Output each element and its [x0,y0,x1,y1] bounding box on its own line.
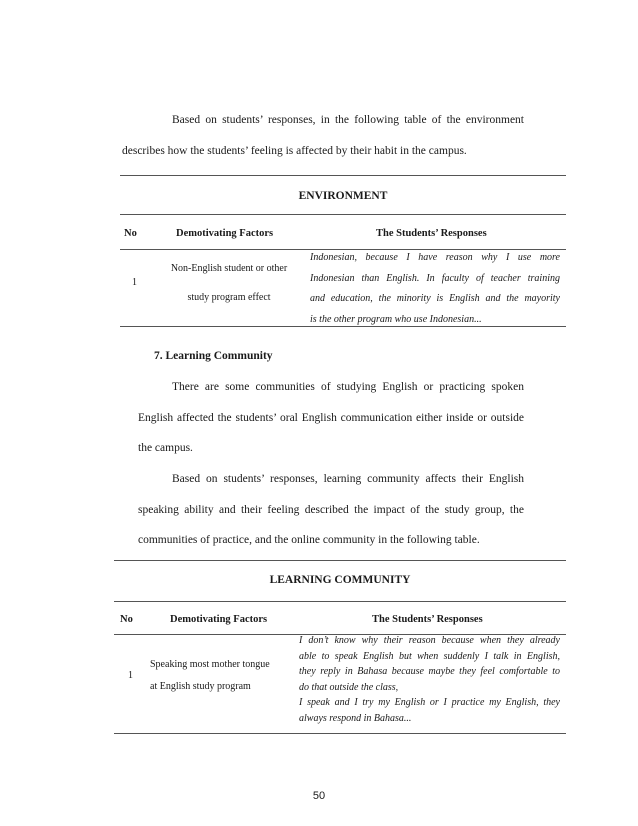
section7-paragraph-2 [138,464,524,556]
lc-response-line-1: I don’t know why their reason because when they already [299,635,560,646]
lc-factor-line-2: at English study program [150,681,251,692]
lc-response-line-3: they reply in Bahasa because maybe they feel comfortable to [299,666,560,677]
table-environment-title: ENVIRONMENT [298,190,388,202]
table-environment-header-factors: Demotivating Factors [176,228,274,239]
table-lc-header-factors: Demotivating Factors [170,614,268,625]
factor-line-1: Non-English student or other [170,263,288,274]
lc-response-line-2: able to speak English but when suddenly I talk in English, [299,650,560,662]
table-lc-header-responses: The Students’ Responses [372,614,483,625]
response-line-4: is the other program who use Indonesian... [310,313,482,325]
lc-response-line-6: always respond in Bahasa... [299,712,412,724]
para2-line-1: Based on students’ responses, learning community affects their English [172,473,524,485]
table-environment-bottom-rule [120,326,566,327]
response-line-3: and education, the minority is English and the mayority [310,293,560,304]
table-environment-top-rule [120,175,566,176]
table-lc-title: LEARNING COMMUNITY [269,574,411,586]
page-number: 50 [312,790,326,802]
lc-response-line-4: do that outside the class, [299,681,399,693]
intro-paragraph [122,105,524,166]
table-environment-header-no: No [124,228,137,239]
factor-line-2: study program effect [187,292,271,303]
section-heading: 7. Learning Community [154,350,273,362]
table-lc-top-rule [114,560,566,561]
para2-line-2: speaking ability and their feeling described the impact of the study group, the [138,503,524,516]
para2-line-3: communities of practice, and the online community in the following table. [138,534,480,546]
intro-line-1: Based on students’ responses, in the following table of the environment [172,114,524,126]
para1-line-3: the campus. [138,442,193,454]
table-lc-header-no: No [120,614,133,625]
section7-paragraph-1 [138,372,524,464]
response-line-2: Indonesian than English. In faculty of teacher training [310,272,560,284]
table-environment-row-no: 1 [132,277,137,288]
table-lc-row-factor [150,655,300,697]
para1-line-1: There are some communities of studying English or practicing spoken [172,381,524,393]
lc-factor-line-1: Speaking most mother tongue [150,659,270,670]
table-lc-row-no: 1 [128,670,133,681]
table-environment-row-factor [154,259,304,308]
table-environment-title-rule [120,214,566,215]
lc-response-line-5: I speak and I try my English or I practice my English, they [299,697,560,708]
table-lc-bottom-rule [114,733,566,734]
table-lc-row-response [299,633,560,726]
table-lc-title-rule [114,601,566,602]
table-environment-row-response [310,248,560,330]
response-line-1: Indonesian, because I have reason why I use more [310,252,560,263]
para1-line-2: English affected the students’ oral English communication either inside or outside [138,411,524,424]
intro-line-2: describes how the students’ feeling is affected by their habit in the campus. [122,144,467,157]
table-environment-header-responses: The Students’ Responses [376,228,487,239]
